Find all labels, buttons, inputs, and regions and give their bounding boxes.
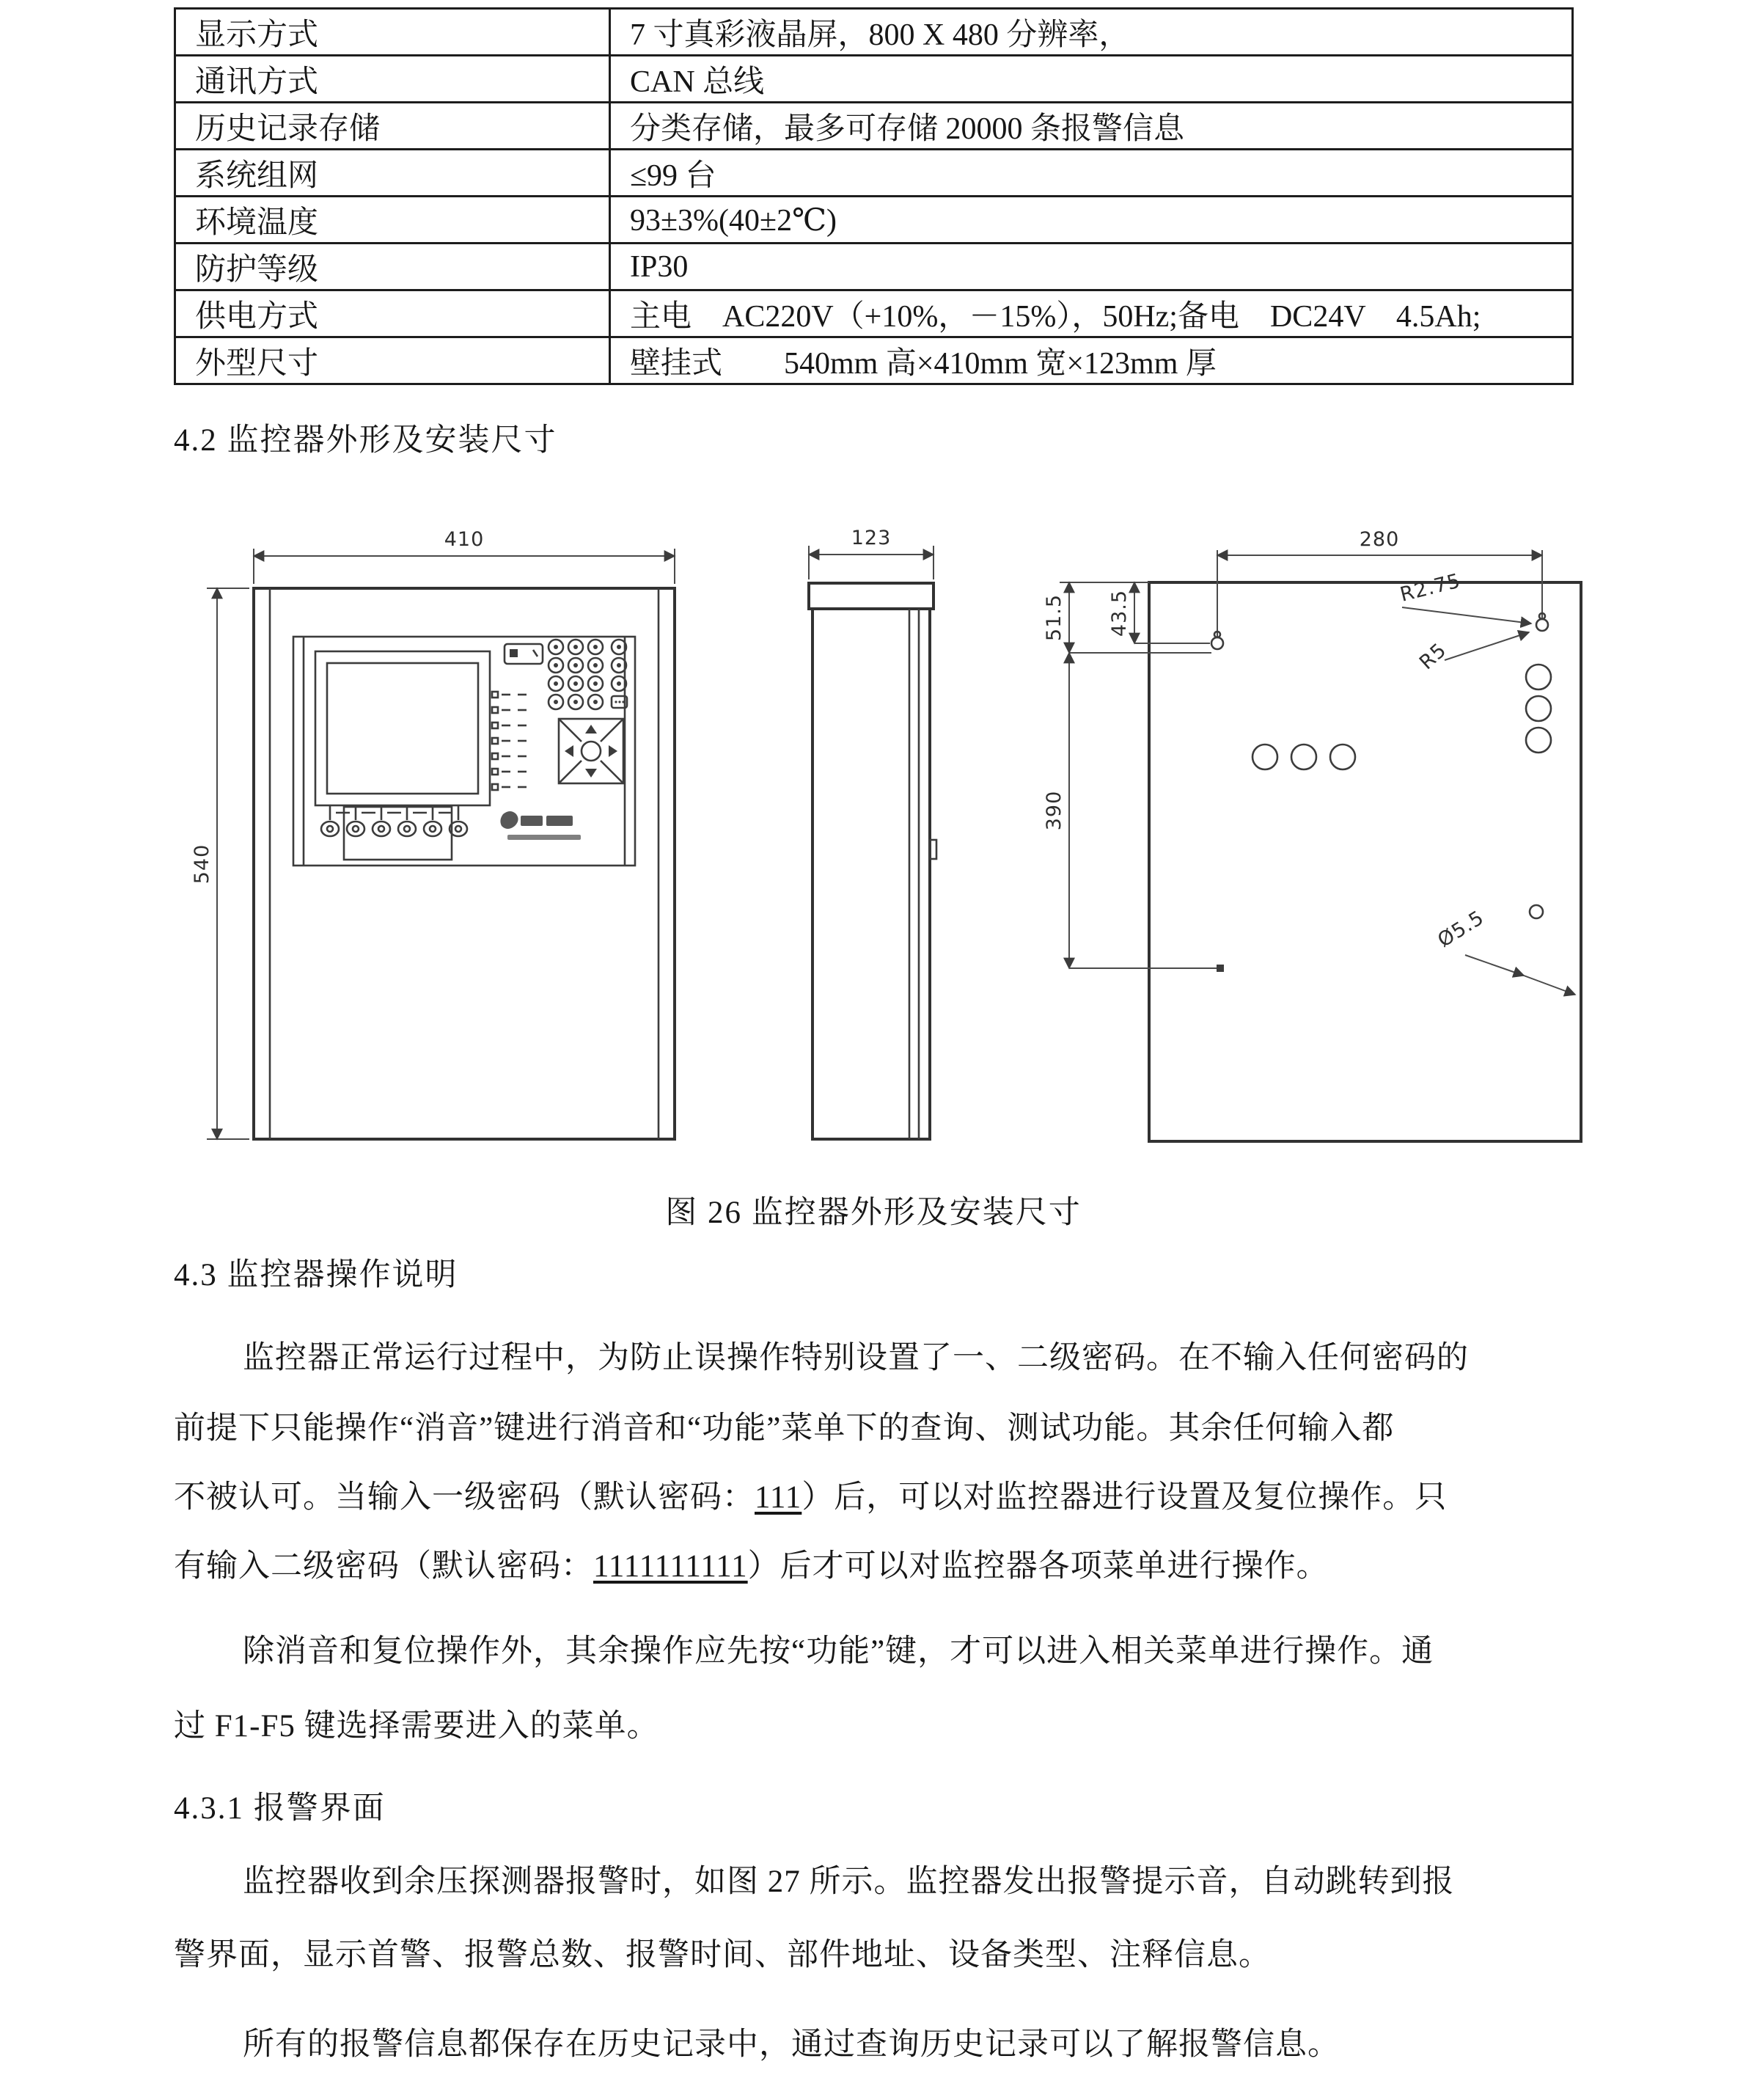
dim-side-depth: 123: [851, 527, 892, 549]
navigation-pad: [559, 719, 623, 783]
table-row: [175, 197, 1573, 244]
paragraph-line: 不被认可。当输入一级密码（默认密码：111）后，可以对监控器进行设置及复位操作。只: [174, 1480, 1448, 1515]
spec-value: 93±3%(40±2℃): [610, 197, 1573, 244]
spec-label: 历史记录存储: [175, 103, 610, 150]
cable-hole: [1526, 728, 1551, 753]
dim-slot-radius: R2.75: [1398, 569, 1464, 607]
indicator-window: [505, 644, 543, 664]
table-row: [175, 150, 1573, 197]
dim-hole-diameter: Ø5.5: [1434, 906, 1489, 952]
side-view: [809, 527, 936, 1139]
table-row: [175, 9, 1573, 56]
dim-front-width: 410: [444, 528, 485, 551]
paragraph-line: 监控器正常运行过程中，为防止误操作特别设置了一、二级密码。在不输入任何密码的: [243, 1341, 1469, 1375]
paragraph-line: 所有的报警信息都保存在历史记录中，通过查询历史记录可以了解报警信息。: [243, 2027, 1340, 2062]
spec-value: IP30: [610, 244, 1573, 290]
brand-logo: [500, 811, 581, 840]
front-view: [191, 528, 675, 1139]
spec-label: 显示方式: [175, 9, 610, 56]
dim-hole-radius: R5: [1415, 638, 1451, 675]
spec-value: 主电 AC220V（+10%，－15%），50Hz;备电 DC24V 4.5Ah;: [610, 290, 1573, 337]
spec-value: 分类存储，最多可存储 20000 条报警信息: [610, 103, 1573, 150]
table-row: [175, 290, 1573, 337]
table-row: [175, 244, 1573, 290]
spec-value: ≤99 台: [610, 150, 1573, 197]
cable-hole: [1330, 744, 1355, 769]
spec-label: 通讯方式: [175, 56, 610, 103]
spec-value: 壁挂式 540mm 高×410mm 宽×123mm 厚: [610, 337, 1573, 384]
dim-vertical-span: 390: [1043, 790, 1065, 831]
dim-top-offset: 51.5: [1043, 593, 1065, 642]
mount-hole: [1530, 905, 1543, 918]
paragraph-line: 有输入二级密码（默认密码：1111111111）后才可以对监控器各项菜单进行操作。: [174, 1549, 1329, 1584]
paragraph-line: 警界面，显示首警、报警总数、报警时间、部件地址、设备类型、注释信息。: [174, 1938, 1271, 1972]
dim-hole-span: 280: [1359, 528, 1400, 551]
spec-label: 防护等级: [175, 244, 610, 290]
speaker-panel: [344, 807, 452, 860]
cable-hole: [1252, 744, 1277, 769]
paragraph-line: 过 F1-F5 键选择需要进入的菜单。: [174, 1709, 659, 1744]
paragraph-line: 前提下只能操作“消音”键进行消音和“功能”菜单下的查询、测试功能。其余任何输入都: [174, 1411, 1395, 1446]
dim-side-offset: 43.5: [1108, 589, 1131, 637]
table-row: [175, 103, 1573, 150]
spec-value: CAN 总线: [610, 56, 1573, 103]
spec-label: 系统组网: [175, 150, 610, 197]
figure-caption: 图 26 监控器外形及安装尺寸: [665, 1196, 1082, 1230]
figure-26-drawing: [176, 513, 1599, 1174]
spec-table: [174, 7, 1574, 385]
spec-value: 7 寸真彩液晶屏，800 X 480 分辨率，: [610, 9, 1573, 56]
spec-label: 外型尺寸: [175, 337, 610, 384]
dim-front-height: 540: [191, 844, 213, 885]
table-row: [175, 337, 1573, 384]
cable-hole: [1526, 665, 1551, 689]
section-heading-4-2: 4.2 监控器外形及安装尺寸: [174, 423, 557, 458]
cable-hole: [1526, 696, 1551, 721]
cable-hole: [1291, 744, 1316, 769]
mount-view: [1043, 528, 1581, 1141]
table-row: [175, 56, 1573, 103]
section-heading-4-3: 4.3 监控器操作说明: [174, 1258, 458, 1292]
spec-label: 供电方式: [175, 290, 610, 337]
spec-label: 环境温度: [175, 197, 610, 244]
keypad: [549, 640, 627, 709]
led-indicators: [492, 692, 527, 790]
section-heading-4-3-1: 4.3.1 报警界面: [174, 1791, 386, 1826]
paragraph-line: 监控器收到余压探测器报警时，如图 27 所示。监控器发出报警提示音，自动跳转到报: [243, 1865, 1455, 1899]
paragraph-line: 除消音和复位操作外，其余操作应先按“功能”键，才可以进入相关菜单进行操作。通: [243, 1634, 1434, 1669]
